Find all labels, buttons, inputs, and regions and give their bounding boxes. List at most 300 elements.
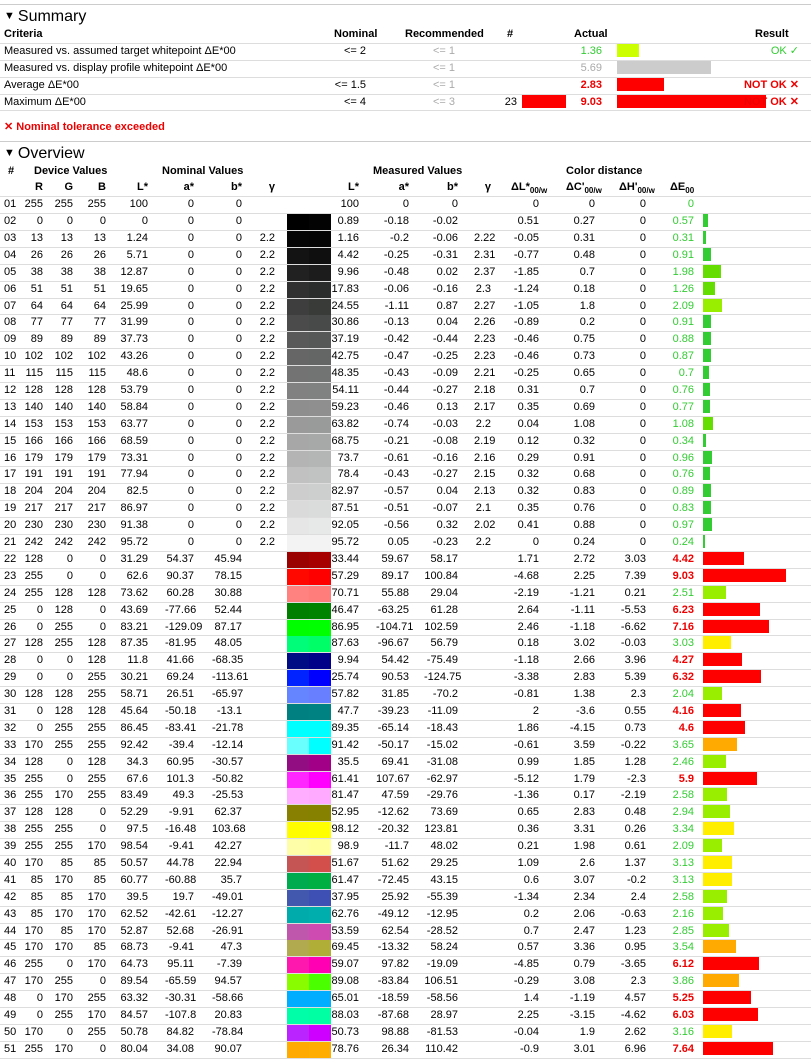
nominal-swatch [287, 349, 309, 365]
cell-nom-a: 0 [187, 198, 194, 211]
overview-col-header-row [0, 180, 811, 197]
cell-meas-b: 123.81 [424, 823, 458, 836]
cell-delta-e: 2.16 [672, 907, 694, 920]
cell-nom-b: -12.27 [212, 907, 244, 920]
cell-g: 191 [54, 468, 73, 481]
measured-swatch [309, 299, 331, 315]
nominal-swatch [287, 670, 309, 686]
overview-row [0, 839, 811, 856]
cell-delta-e: 2.85 [672, 924, 694, 937]
overview-row [0, 366, 811, 383]
cell-g: 242 [54, 536, 73, 549]
cell-r: 0 [36, 215, 43, 228]
cell-meas-b: -0.06 [432, 232, 458, 245]
overview-row [0, 873, 811, 890]
cell-delta-e: 4.6 [678, 721, 694, 734]
overview-row [0, 991, 811, 1008]
cell-nom-b: 0 [235, 451, 242, 464]
overview-row [0, 197, 811, 214]
overview-row [0, 569, 811, 586]
cell-meas-l: 100 [340, 198, 359, 211]
overview-row [0, 349, 811, 366]
cell-nom-a: 0 [187, 400, 194, 413]
cell-meas-a: -1.11 [384, 299, 409, 312]
cell-nom-a: 0 [187, 384, 194, 397]
cell-delta-l: -4.85 [513, 958, 539, 971]
cell-meas-l: 70.71 [331, 586, 359, 599]
cell-nom-a: 0 [187, 367, 194, 380]
overview-row [0, 434, 811, 451]
cell-nom-l: 100 [129, 198, 148, 211]
recommended-cell: <= 3 [432, 95, 455, 108]
cell-nom-b: 0 [235, 400, 242, 413]
cell-g: 128 [54, 603, 73, 616]
cell-meas-gamma: 2.23 [474, 333, 496, 346]
cell-nom-gamma: 2.2 [259, 434, 275, 447]
delta-e-bar [703, 518, 712, 531]
nominal-swatch [287, 265, 309, 281]
cell-g: 170 [54, 873, 73, 886]
cell-b: 255 [87, 721, 106, 734]
cell-delta-l: -0.81 [513, 688, 539, 701]
cell-nom-l: 62.6 [126, 569, 148, 582]
cell-delta-l: -2.19 [513, 586, 539, 599]
cell-num: 45 [4, 941, 17, 954]
cell-delta-l: -1.34 [513, 890, 539, 903]
cell-nom-b: -21.78 [212, 721, 244, 734]
summary-title[interactable]: ▼ Summary [0, 4, 811, 27]
cell-delta-l: -1.05 [513, 299, 539, 312]
cell-nom-a: 101.3 [166, 772, 194, 785]
cell-nom-a: 0 [187, 248, 194, 261]
cell-delta-l: 0 [532, 536, 539, 549]
cell-meas-l: 53.59 [331, 924, 359, 937]
measured-swatch [309, 214, 331, 230]
overview-row [0, 603, 811, 620]
delta-e-bar [703, 434, 706, 447]
measured-swatch [309, 569, 331, 585]
col-dc: $\Delta C'_{00/w}$ [566, 181, 602, 196]
cell-delta-l: -4.68 [513, 569, 539, 582]
cell-delta-c: 0.65 [573, 367, 595, 380]
cell-nom-a: 0 [187, 316, 194, 329]
overview-row [0, 957, 811, 974]
cell-delta-l: 0.29 [517, 451, 539, 464]
overview-row [0, 805, 811, 822]
cell-delta-c: 0.79 [573, 958, 595, 971]
nominal-swatch [287, 687, 309, 703]
criteria-cell: Maximum ΔE*00 [4, 95, 86, 108]
cell-delta-c: 3.07 [573, 873, 595, 886]
cell-num: 43 [4, 907, 17, 920]
cell-g: 115 [55, 367, 73, 380]
cell-g: 0 [66, 552, 73, 565]
cell-r: 77 [30, 316, 43, 329]
collapse-triangle-icon[interactable]: ▼ [4, 10, 15, 22]
cell-delta-l: 2.64 [517, 603, 539, 616]
cell-delta-e: 6.23 [672, 603, 694, 616]
cell-delta-h: 0 [639, 434, 646, 447]
cell-meas-l: 68.75 [331, 434, 359, 447]
cell-meas-l: 87.63 [331, 637, 359, 650]
cell-b: 255 [87, 1025, 106, 1038]
cell-meas-b: 73.69 [430, 806, 458, 819]
cell-meas-gamma: 2.3 [475, 282, 491, 295]
cell-nom-a: 19.7 [172, 890, 194, 903]
cell-r: 170 [24, 856, 43, 869]
cell-r: 170 [24, 1025, 43, 1038]
col-l: L* [137, 181, 148, 194]
cell-nom-b: 0 [235, 502, 242, 515]
actual-bar [617, 61, 711, 74]
cell-nom-a: -107.8 [165, 1008, 197, 1021]
nominal-swatch [287, 383, 309, 399]
cell-r: 242 [24, 536, 43, 549]
cell-meas-b: -18.43 [426, 721, 458, 734]
cell-delta-e: 2.51 [672, 586, 694, 599]
cell-num: 27 [4, 637, 17, 650]
nominal-swatch [287, 332, 309, 348]
measured-swatch [309, 805, 331, 821]
cell-nom-b: 0 [235, 265, 242, 278]
cell-meas-l: 37.95 [331, 890, 359, 903]
cell-meas-l: 47.7 [337, 704, 359, 717]
overview-row [0, 400, 811, 417]
cell-meas-a: -0.25 [383, 248, 409, 261]
overview-row [0, 974, 811, 991]
cell-nom-a: -42.61 [165, 907, 197, 920]
cell-delta-h: 7.39 [624, 569, 646, 582]
cell-nom-gamma: 2.2 [259, 451, 275, 464]
cell-nom-l: 86.45 [120, 721, 148, 734]
cell-meas-b: -0.03 [432, 417, 458, 430]
cell-meas-l: 37.19 [331, 333, 359, 346]
cell-delta-l: 0.31 [517, 384, 539, 397]
cell-nom-l: 43.69 [120, 603, 148, 616]
delta-e-bar [703, 315, 711, 328]
cell-delta-h: -5.53 [620, 603, 646, 616]
cell-num: 09 [4, 333, 17, 346]
cell-b: 170 [87, 1008, 106, 1021]
cell-meas-a: -87.68 [377, 1008, 409, 1021]
cell-b: 85 [93, 873, 106, 886]
measured-swatch [309, 451, 331, 467]
cell-r: 255 [24, 958, 43, 971]
cell-r: 51 [30, 282, 43, 295]
cell-num: 41 [4, 873, 17, 886]
nominal-swatch [287, 248, 309, 264]
cell-delta-c: 1.79 [573, 772, 595, 785]
cell-b: 255 [87, 738, 106, 751]
summary-row [0, 95, 811, 112]
cell-delta-l: 0.35 [517, 502, 539, 515]
cell-g: 77 [60, 316, 73, 329]
cell-g: 255 [54, 1008, 73, 1021]
cell-nom-a: 52.68 [166, 924, 194, 937]
nominal-swatch [287, 839, 309, 855]
recommended-cell: <= 1 [432, 44, 455, 57]
cell-r: 85 [30, 890, 43, 903]
cell-num: 03 [4, 232, 17, 245]
cell-b: 89 [93, 333, 106, 346]
cell-delta-l: 0.57 [517, 941, 539, 954]
cell-num: 17 [4, 468, 17, 481]
cell-b: 128 [87, 654, 106, 667]
cell-meas-b: -75.49 [426, 654, 458, 667]
overview-row [0, 924, 811, 941]
nominal-swatch [287, 451, 309, 467]
cell-r: 89 [30, 333, 43, 346]
cell-delta-c: 1.98 [573, 840, 595, 853]
col-b: B [98, 181, 106, 194]
cell-nom-gamma: 2.2 [259, 316, 275, 329]
cell-r: 64 [30, 299, 43, 312]
measured-swatch [309, 383, 331, 399]
cell-delta-l: 0.18 [517, 637, 539, 650]
cell-meas-b: -0.02 [432, 215, 458, 228]
cell-delta-c: -3.6 [576, 704, 595, 717]
cell-meas-l: 54.11 [332, 384, 359, 397]
cell-b: 255 [87, 772, 106, 785]
cell-delta-l: -0.04 [513, 1025, 539, 1038]
cell-meas-l: 81.47 [331, 789, 359, 802]
cell-delta-c: 1.9 [579, 1025, 595, 1038]
cell-delta-e: 1.26 [672, 282, 694, 295]
nominal-swatch [287, 721, 309, 737]
measured-swatch [309, 991, 331, 1007]
cell-g: 38 [60, 265, 73, 278]
cell-meas-l: 50.73 [331, 1025, 359, 1038]
measured-swatch [309, 552, 331, 568]
cell-nom-a: 0 [187, 502, 194, 515]
cell-b: 0 [99, 975, 106, 988]
cell-delta-e: 0.31 [672, 232, 694, 245]
cell-num: 06 [4, 282, 17, 295]
cell-delta-e: 3.86 [672, 975, 694, 988]
measured-swatch [309, 974, 331, 990]
cell-g: 85 [60, 856, 73, 869]
overview-row [0, 653, 811, 670]
cell-r: 255 [24, 1042, 43, 1055]
measured-swatch [309, 687, 331, 703]
cell-num: 24 [4, 586, 17, 599]
cell-g: 170 [54, 907, 73, 920]
nominal-swatch [287, 856, 309, 872]
cell-meas-a: -49.12 [377, 907, 409, 920]
cell-delta-h: 0 [639, 536, 646, 549]
nominal-swatch [287, 417, 309, 433]
cell-delta-l: 0.7 [523, 924, 539, 937]
cell-g: 128 [54, 586, 73, 599]
collapse-triangle-icon[interactable]: ▼ [4, 147, 15, 160]
cell-delta-e: 0.91 [672, 248, 694, 261]
cell-meas-a: -13.32 [377, 941, 409, 954]
cell-g: 0 [66, 1025, 73, 1038]
cell-b: 128 [87, 755, 106, 768]
cell-nom-a: 0 [187, 536, 194, 549]
cell-meas-l: 24.55 [331, 299, 359, 312]
col-gamma: γ [268, 181, 275, 194]
cell-g: 85 [60, 890, 73, 903]
cell-nom-b: 0 [235, 384, 242, 397]
nominal-swatch [287, 299, 309, 315]
measured-swatch [309, 772, 331, 788]
cell-b: 85 [93, 856, 106, 869]
cell-delta-h: -4.62 [620, 1008, 646, 1021]
cell-nom-l: 53.79 [120, 384, 148, 397]
measured-swatch [309, 518, 331, 534]
cell-nom-b: 47.3 [220, 941, 242, 954]
cell-delta-c: 0.88 [573, 519, 595, 532]
cell-nom-a: 0 [187, 519, 194, 532]
cell-b: 128 [87, 586, 106, 599]
nominal-swatch [287, 518, 309, 534]
cell-nom-a: -81.95 [165, 637, 197, 650]
cell-g: 255 [54, 975, 73, 988]
measured-swatch [309, 501, 331, 517]
cell-delta-l: 0.51 [517, 215, 539, 228]
cell-delta-c: -1.18 [569, 620, 595, 633]
overview-row [0, 1025, 811, 1042]
cell-nom-l: 50.78 [120, 1025, 148, 1038]
cell-delta-l: 2.46 [517, 620, 539, 633]
cell-delta-l: 0.32 [517, 485, 539, 498]
cell-b: 255 [87, 789, 106, 802]
cell-meas-l: 88.03 [331, 1008, 359, 1021]
delta-e-bar [703, 552, 744, 565]
cell-delta-e: 2.04 [672, 688, 694, 701]
cell-num: 34 [4, 755, 17, 768]
cell-b: 85 [93, 941, 106, 954]
cell-meas-b: 29.25 [430, 856, 458, 869]
nominal-swatch [287, 501, 309, 517]
cell-num: 42 [4, 890, 17, 903]
cell-nom-b: -113.61 [212, 671, 249, 684]
overview-title[interactable]: ▼ Overview [0, 141, 811, 164]
cell-nom-l: 80.04 [120, 1042, 148, 1055]
nominal-swatch [287, 653, 309, 669]
overview-row [0, 788, 811, 805]
cell-b: 128 [87, 637, 106, 650]
cell-delta-c: 0.31 [573, 232, 595, 245]
cell-b: 0 [99, 603, 106, 616]
cell-delta-c: 0 [588, 198, 595, 211]
cell-delta-h: 0 [639, 333, 646, 346]
cell-delta-c: -1.11 [570, 603, 595, 616]
cell-delta-l: 0.04 [517, 417, 539, 430]
overview-row [0, 248, 811, 265]
cell-r: 128 [24, 806, 43, 819]
cell-g: 255 [54, 823, 73, 836]
cell-delta-l: 0.99 [517, 755, 539, 768]
cell-delta-c: 2.47 [573, 924, 595, 937]
overview-group-header-row [0, 164, 811, 180]
cell-meas-b: 29.04 [430, 586, 458, 599]
cell-delta-c: 2.66 [573, 654, 595, 667]
cell-nom-l: 89.54 [120, 975, 148, 988]
cell-delta-l: -0.05 [513, 232, 539, 245]
measured-swatch [309, 231, 331, 247]
nominal-swatch [287, 400, 309, 416]
cell-r: 255 [24, 772, 43, 785]
cell-b: 51 [93, 282, 106, 295]
overview-row [0, 282, 811, 299]
cell-meas-a: 0.05 [387, 536, 409, 549]
cell-meas-gamma: 2.2 [475, 417, 491, 430]
cell-r: 128 [24, 384, 43, 397]
cell-meas-b: 28.97 [430, 1008, 458, 1021]
cell-meas-a: -0.44 [383, 384, 409, 397]
delta-e-bar [703, 924, 729, 937]
cell-meas-l: 62.76 [331, 907, 359, 920]
cell-g: 0 [66, 671, 73, 684]
cell-nom-b: 0 [235, 434, 242, 447]
cell-num: 02 [4, 215, 17, 228]
cell-num: 37 [4, 806, 17, 819]
cell-nom-gamma: 2.2 [259, 299, 275, 312]
cell-nom-b: 35.7 [220, 873, 242, 886]
col-mgamma: γ [484, 181, 491, 194]
delta-e-bar [703, 366, 709, 379]
actual-cell: 9.03 [580, 95, 602, 108]
measured-swatch [309, 434, 331, 450]
cell-nom-b: -68.35 [212, 654, 244, 667]
nominal-swatch [287, 535, 309, 551]
delta-e-bar [703, 603, 760, 616]
cell-nom-l: 50.57 [120, 856, 148, 869]
cell-num: 28 [4, 654, 17, 667]
cell-delta-l: 0.32 [517, 468, 539, 481]
cell-num: 46 [4, 958, 17, 971]
cell-nom-a: -129.09 [165, 620, 203, 633]
cell-g: 255 [54, 738, 73, 751]
cell-delta-h: 0 [639, 232, 646, 245]
delta-e-bar [703, 721, 745, 734]
actual-header: Actual [574, 28, 608, 40]
cell-nom-l: 52.87 [120, 924, 148, 937]
measured-swatch [309, 366, 331, 382]
cell-b: 217 [87, 502, 106, 515]
cell-meas-a: 54.42 [381, 654, 409, 667]
cell-b: 170 [87, 907, 106, 920]
cell-r: 217 [24, 502, 43, 515]
cell-delta-l: 0 [532, 198, 539, 211]
measured-swatch [309, 839, 331, 855]
cell-delta-h: 0.61 [624, 840, 646, 853]
cell-b: 204 [87, 485, 106, 498]
cell-nom-gamma: 2.2 [259, 519, 275, 532]
cell-delta-l: -1.24 [513, 282, 539, 295]
col-mb: b* [447, 181, 458, 194]
cell-meas-a: 47.59 [381, 789, 409, 802]
cell-meas-gamma: 2.22 [474, 232, 496, 245]
delta-e-bar [703, 282, 715, 295]
cell-nom-a: 0 [187, 232, 194, 245]
delta-e-bar [703, 349, 711, 362]
cell-delta-h: 2.4 [630, 890, 646, 903]
nominal-swatch [287, 231, 309, 247]
cell-r: 0 [36, 671, 43, 684]
cell-delta-h: -3.65 [620, 958, 646, 971]
cell-meas-b: 0.87 [436, 299, 458, 312]
cell-r: 26 [30, 248, 43, 261]
actual-bar [617, 78, 664, 91]
nominal-cell: <= 4 [343, 95, 366, 108]
actual-bar [617, 44, 639, 57]
cell-meas-a: 97.82 [381, 958, 409, 971]
cell-nom-gamma: 2.2 [259, 384, 275, 397]
cell-nom-b: 52.44 [214, 603, 242, 616]
